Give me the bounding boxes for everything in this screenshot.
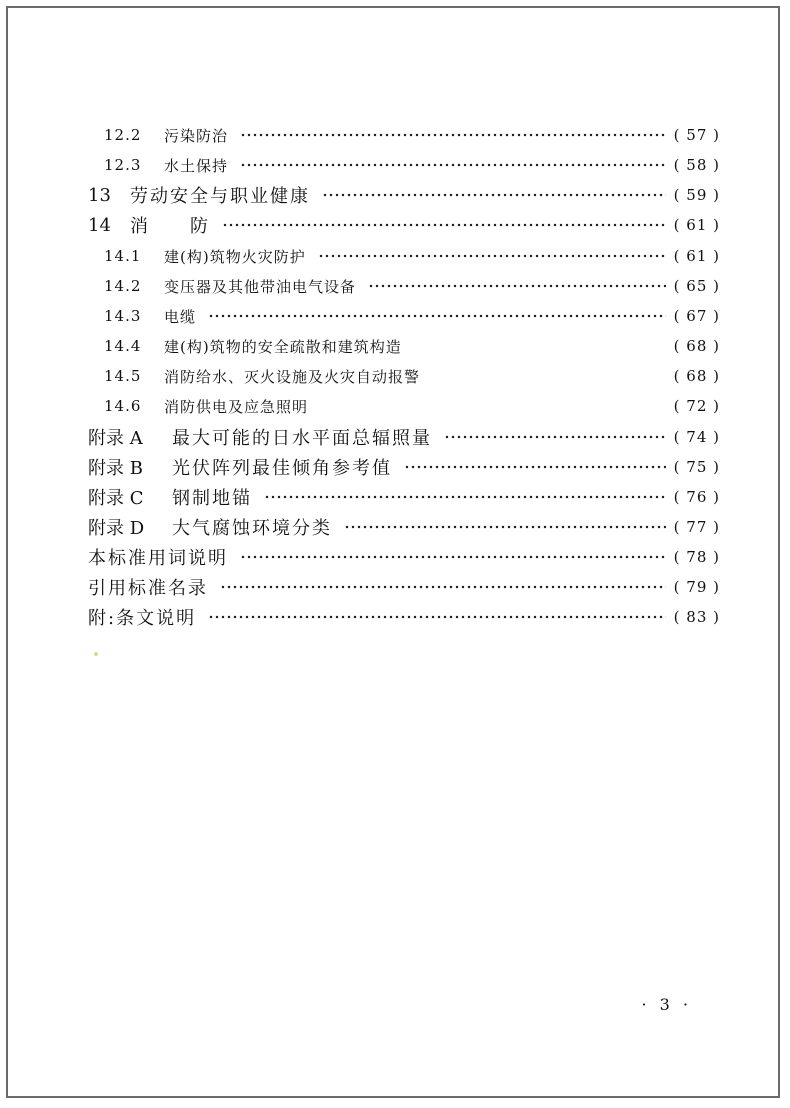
toc-entry-number: 14 — [88, 214, 111, 236]
toc-entry-title: 劳动安全与职业健康 — [130, 186, 310, 207]
dot-leader — [240, 125, 666, 145]
toc-entry-title: 污染防治 — [164, 126, 229, 145]
toc-entry-title: 附:条文说明 — [88, 608, 197, 629]
dot-leader — [320, 396, 666, 416]
paper-mark — [94, 652, 98, 656]
table-of-contents — [8, 8, 778, 1096]
toc-entry-title: 消防供电及应急照明 — [164, 397, 309, 416]
page-number: · 3 · — [641, 995, 692, 1014]
toc-entry-title: 建(构)筑物火灾防护 — [164, 247, 306, 266]
toc-entry-page: ( 68 ) — [673, 337, 720, 355]
dot-leader — [444, 427, 666, 447]
toc-entry-page: ( 76 ) — [673, 488, 720, 506]
toc-entry-page: ( 61 ) — [673, 216, 720, 234]
toc-entry-14[interactable] — [88, 212, 720, 238]
toc-entry-page: ( 57 ) — [673, 126, 720, 144]
toc-entry-number: 14.1 — [104, 247, 142, 265]
toc-entry-number: 14.5 — [104, 367, 142, 385]
dot-leader — [322, 185, 666, 205]
toc-entry-page: ( 74 ) — [673, 428, 720, 446]
toc-entry-title: 建(构)筑物的安全疏散和建筑构造 — [164, 337, 402, 356]
dot-leader — [264, 487, 666, 507]
toc-entry-page: ( 58 ) — [673, 156, 720, 174]
toc-entry-clause-explanation[interactable] — [88, 604, 720, 630]
toc-entry-appendix-d[interactable] — [88, 514, 720, 540]
dot-leader — [220, 577, 666, 597]
toc-entry-page: ( 65 ) — [673, 277, 720, 295]
toc-entry-number: 附录 A — [88, 428, 143, 449]
toc-entry-number: 14.4 — [104, 337, 142, 355]
toc-entry-number: 12.2 — [104, 126, 142, 144]
toc-entry-14-1[interactable] — [104, 243, 720, 269]
toc-entry-title: 变压器及其他带油电气设备 — [164, 277, 357, 296]
toc-entry-number: 14.3 — [104, 307, 142, 325]
document-page — [6, 6, 780, 1098]
toc-entry-title: 光伏阵列最佳倾角参考值 — [172, 458, 392, 479]
toc-entry-14-3[interactable] — [104, 303, 720, 329]
toc-entry-number: 12.3 — [104, 156, 142, 174]
toc-entry-title: 引用标准名录 — [88, 578, 208, 599]
toc-entry-title: 水土保持 — [164, 156, 229, 175]
dot-leader — [222, 215, 666, 235]
dot-leader — [240, 547, 666, 567]
dot-leader — [344, 517, 666, 537]
toc-entry-page: ( 72 ) — [673, 397, 720, 415]
toc-entry-14-5[interactable] — [104, 363, 720, 389]
toc-entry-12-2[interactable] — [104, 122, 720, 148]
toc-entry-referenced-standards[interactable] — [88, 574, 720, 600]
toc-entry-page: ( 83 ) — [673, 608, 720, 626]
toc-entry-appendix-c[interactable] — [88, 484, 720, 510]
dot-leader — [318, 246, 666, 266]
toc-entry-title: 钢制地锚 — [172, 488, 252, 509]
toc-entry-page: ( 78 ) — [673, 548, 720, 566]
toc-entry-wording-explanation[interactable] — [88, 544, 720, 570]
toc-entry-14-6[interactable] — [104, 393, 720, 419]
dot-leader — [208, 607, 666, 627]
toc-entry-page: ( 79 ) — [673, 578, 720, 596]
dot-leader — [240, 155, 666, 175]
toc-entry-appendix-a[interactable] — [88, 424, 720, 450]
toc-entry-title: 消防给水、灭火设施及火灾自动报警 — [164, 367, 421, 386]
toc-entry-page: ( 59 ) — [673, 186, 720, 204]
toc-entry-title: 大气腐蚀环境分类 — [172, 518, 332, 539]
dot-leader — [208, 306, 666, 326]
toc-entry-14-4[interactable] — [104, 333, 720, 359]
toc-entry-page: ( 75 ) — [673, 458, 720, 476]
toc-entry-title: 消 防 — [130, 216, 210, 237]
toc-entry-number: 附录 C — [88, 488, 144, 509]
dot-leader — [414, 336, 666, 356]
toc-entry-number: 附录 B — [88, 458, 143, 479]
toc-entry-12-3[interactable] — [104, 152, 720, 178]
toc-entry-page: ( 67 ) — [673, 307, 720, 325]
toc-entry-title: 电缆 — [164, 307, 197, 326]
toc-entry-number: 14.6 — [104, 397, 142, 415]
toc-entry-page: ( 68 ) — [673, 367, 720, 385]
toc-entry-page: ( 77 ) — [673, 518, 720, 536]
toc-entry-number: 13 — [88, 184, 111, 206]
toc-entry-title: 最大可能的日水平面总辐照量 — [172, 428, 432, 449]
toc-entry-page: ( 61 ) — [673, 247, 720, 265]
toc-entry-14-2[interactable] — [104, 273, 720, 299]
toc-entry-appendix-b[interactable] — [88, 454, 720, 480]
dot-leader — [404, 457, 666, 477]
dot-leader — [368, 276, 666, 296]
toc-entry-number: 附录 D — [88, 518, 145, 539]
dot-leader — [432, 366, 666, 386]
toc-entry-13[interactable] — [88, 182, 720, 208]
toc-entry-title: 本标准用词说明 — [88, 548, 228, 569]
toc-entry-number: 14.2 — [104, 277, 142, 295]
